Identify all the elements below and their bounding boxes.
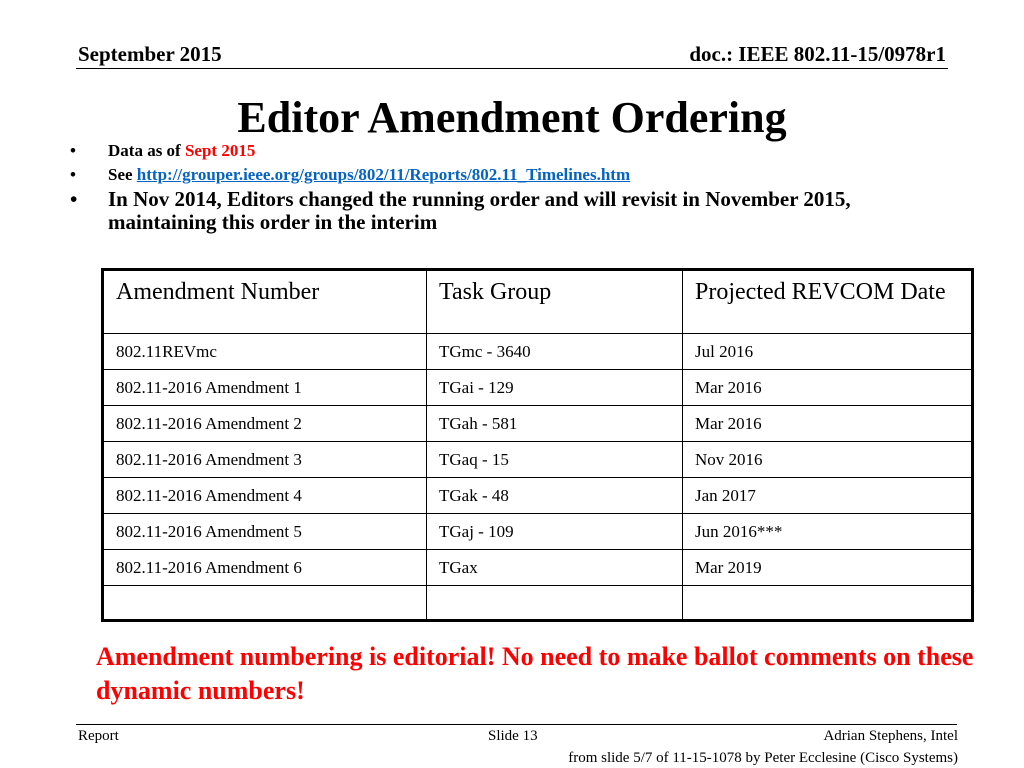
cell-amendment: 802.11-2016 Amendment 6 [103, 550, 427, 586]
bullet-marker: • [70, 141, 76, 160]
cell-task-group: TGaj - 109 [427, 514, 683, 550]
bullet-see-link [70, 164, 950, 186]
cell-task-group [427, 586, 683, 621]
cell-date: Nov 2016 [683, 442, 973, 478]
bullet-marker: • [70, 187, 78, 211]
cell-task-group: TGak - 48 [427, 478, 683, 514]
footer-slide-number: Slide 13 [488, 728, 538, 744]
cell-amendment: 802.11REVmc [103, 334, 427, 370]
table-row-empty [103, 586, 973, 621]
header-date: September 2015 [78, 42, 222, 66]
footer-author: Adrian Stephens, Intel [823, 728, 958, 744]
cell-task-group: TGai - 129 [427, 370, 683, 406]
bullet-marker: • [70, 165, 76, 184]
cell-date: Mar 2016 [683, 406, 973, 442]
cell-date: Jul 2016 [683, 334, 973, 370]
cell-date: Mar 2019 [683, 550, 973, 586]
cell-amendment: 802.11-2016 Amendment 3 [103, 442, 427, 478]
header-revcom-date: Projected REVCOM Date [683, 270, 973, 334]
editorial-note: Amendment numbering is editorial! No need to make ballot comments on these dynamic numbers! [96, 642, 974, 705]
table-row [103, 478, 973, 514]
cell-task-group: TGaq - 15 [427, 442, 683, 478]
table-row [103, 370, 973, 406]
cell-date: Mar 2016 [683, 370, 973, 406]
cell-date: Jun 2016*** [683, 514, 973, 550]
table-header-row [103, 270, 973, 334]
cell-amendment: 802.11-2016 Amendment 5 [103, 514, 427, 550]
header-task-group: Task Group [427, 270, 683, 334]
bullet-text: See [108, 165, 137, 184]
bullet-editor-order [70, 188, 950, 234]
footer-divider [76, 724, 957, 725]
table-row [103, 550, 973, 586]
header-doc-id: doc.: IEEE 802.11-15/0978r1 [689, 42, 946, 66]
cell-amendment [103, 586, 427, 621]
header-divider [76, 68, 948, 69]
timelines-link[interactable]: http://grouper.ieee.org/groups/802/11/Reports/802.11_Timelines.htm [136, 165, 631, 184]
cell-amendment: 802.11-2016 Amendment 1 [103, 370, 427, 406]
cell-date [683, 586, 973, 621]
table-row [103, 442, 973, 478]
bullet-list [70, 140, 950, 234]
cell-amendment: 802.11-2016 Amendment 4 [103, 478, 427, 514]
cell-task-group: TGax [427, 550, 683, 586]
bullet-text: Data as of [108, 141, 185, 160]
footer-source-note: from slide 5/7 of 11-15-1078 by Peter Ecclesine (Cisco Systems) [568, 750, 958, 766]
footer-report: Report [78, 728, 119, 744]
cell-task-group: TGah - 581 [427, 406, 683, 442]
cell-task-group: TGmc - 3640 [427, 334, 683, 370]
table-row [103, 406, 973, 442]
cell-date: Jan 2017 [683, 478, 973, 514]
header-amendment-number: Amendment Number [103, 270, 427, 334]
bullet-text: In Nov 2014, Editors changed the running order and will revisit in November 2015, maintaining this order in the interim [108, 187, 851, 234]
slide-title: Editor Amendment Ordering [237, 93, 787, 142]
cell-amendment: 802.11-2016 Amendment 2 [103, 406, 427, 442]
amendment-table [101, 268, 974, 622]
table-row [103, 514, 973, 550]
table-row [103, 334, 973, 370]
bullet-data-as-of [70, 140, 950, 162]
date-highlight: Sept 2015 [184, 141, 256, 160]
